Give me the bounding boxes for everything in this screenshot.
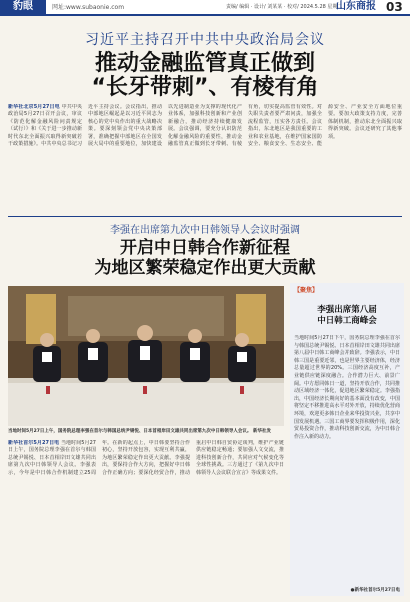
article2-subtitle: 李强在出席第九次中日韩领导人会议时强调: [110, 225, 300, 236]
sidebar-title-line1: 李强出席第八届: [317, 305, 377, 315]
sidebar-body: 当地时间5月27日下午，国务院总理李强在首尔与韩国总统尹锡悦、日本首相岸田文雄共同出席第八届中日韩工商峰会并致辞。李强表示，中日韩三国是重要近邻，也是世界主要经济体，经济总量超过世界的20%。三国经济高度互补，产业链供应链深度融合。合作潜力巨大、前景广阔。中方愿同韩日一道，坚持开放合作，共同推动区域经济一体化，促进地区繁荣稳定。李强指出，中国经济长期向好的基本面没有改变，中国将坚定不移推进高水平对外开放，持续优化营商环境，欢迎更多韩日企业来华投资兴业，共享中国发展机遇。三国工商界要发挥积极作用，深化贸易投资合作，推动科技创新交流，为中日韩合作注入新的动力。: [294, 335, 400, 440]
sidebar-title: [290, 305, 404, 327]
site-url: 网址:www.subaonie.com: [52, 4, 125, 11]
article1-lead-label: 新华社北京5月27日电: [8, 104, 60, 110]
focus-tag: 【聚焦】: [294, 287, 319, 294]
page-number: 03: [386, 0, 403, 14]
article2-title-line1: 开启中日韩合作新征程: [120, 238, 290, 258]
page-header: [0, 0, 410, 16]
photo-caption: 当地时间5月27日上午，国务院总理李强在首尔与韩国总统尹锡悦、日本首相岸田文雄共同出席第九次中日韩领导人会议。 新华社发: [8, 429, 271, 434]
article1-title: [0, 52, 410, 100]
article1-body-block: [8, 104, 402, 214]
article2-title-line2: 为地区繁荣稳定作出更大贡献: [94, 258, 316, 278]
article2-lead-label: 新华社首尔5月27日电: [8, 440, 60, 446]
newspaper-name: 山东商报: [336, 1, 376, 12]
article2-body: 当地时间5月27日上午，国务院总理李强在首尔与韩国总统尹锡悦、日本首相岸田文雄共同出席第九次中日韩领导人会议。李强表示，今年是中日韩合作机制建立25周年。在新的起点上，中日韩要坚持合作初心，坚持开放包容，实现互利共赢，为地区繁荣稳定作出更大贡献。李强提出，要保持合作大方向，把握好中日韩合作正确方向；要深化经贸合作，推动重启中日韩自贸协定谈判，维护产业链供应链稳定畅通；要加强人文交流，推进科技创新合作，共同应对气候变化等全球性挑战。三方通过了《第九次中日韩领导人会议联合宣言》等成果文件。: [8, 440, 284, 476]
article1-body: 中共中央政治局5月27日召开会议，审议《防范化解金融风险问责规定（试行）》和《关于进一步推动新时代东北全面振兴取得新突破若干政策措施》。中共中央总书记习近平主持会议。会议指出，推动中部地区崛起是以习近平同志为核心的党中央作出的重大战略决策。要深刻领会党中央决策部署，准确把握中部地区在全国发展大局中的重要地位，加快建设以先进制造业为支撑的现代化产业体系，加强科技创新和产业创新融合，推动经济持续健康发展。会议强调，要充分认识防范化解金融风险的重要性，推动金融监管真正做到长牙带刺、有棱有角，切实提高监管有效性。对失职失责者要严肃问责，加强全流程监管，压实各方责任。会议指出，东北地区是我国重要的工业和农业基地，在维护国家国防安全、粮食安全、生态安全、能源安全、产业安全方面地位重要。要加大政策支持力度，完善体制机制，推动东北全面振兴取得新突破。会议还研究了其他事项。: [8, 104, 402, 148]
section-label: 豹眼: [0, 0, 46, 14]
article1-title-line2: “长牙带刺”、有棱有角: [91, 75, 319, 100]
article1-title-line1: 推动金融监管真正做到: [94, 51, 315, 76]
article2-title: [0, 238, 410, 278]
article1-subtitle: 习近平主持召开中共中央政治局会议: [85, 32, 325, 48]
summit-photo-illustration: [8, 286, 284, 426]
sidebar-source: ●新华社首尔5月27日电: [350, 588, 400, 593]
section-divider: [8, 216, 402, 217]
sidebar-title-line2: 中日韩工商峰会: [317, 316, 377, 326]
article2-body-block: [8, 440, 284, 596]
edition-meta: 责编/ 编辑 · 设计/ 刘某某 · 校对/ 2024.5.28 星期二: [226, 4, 343, 10]
focus-sidebar: [290, 283, 404, 596]
summit-photo: [8, 286, 284, 426]
